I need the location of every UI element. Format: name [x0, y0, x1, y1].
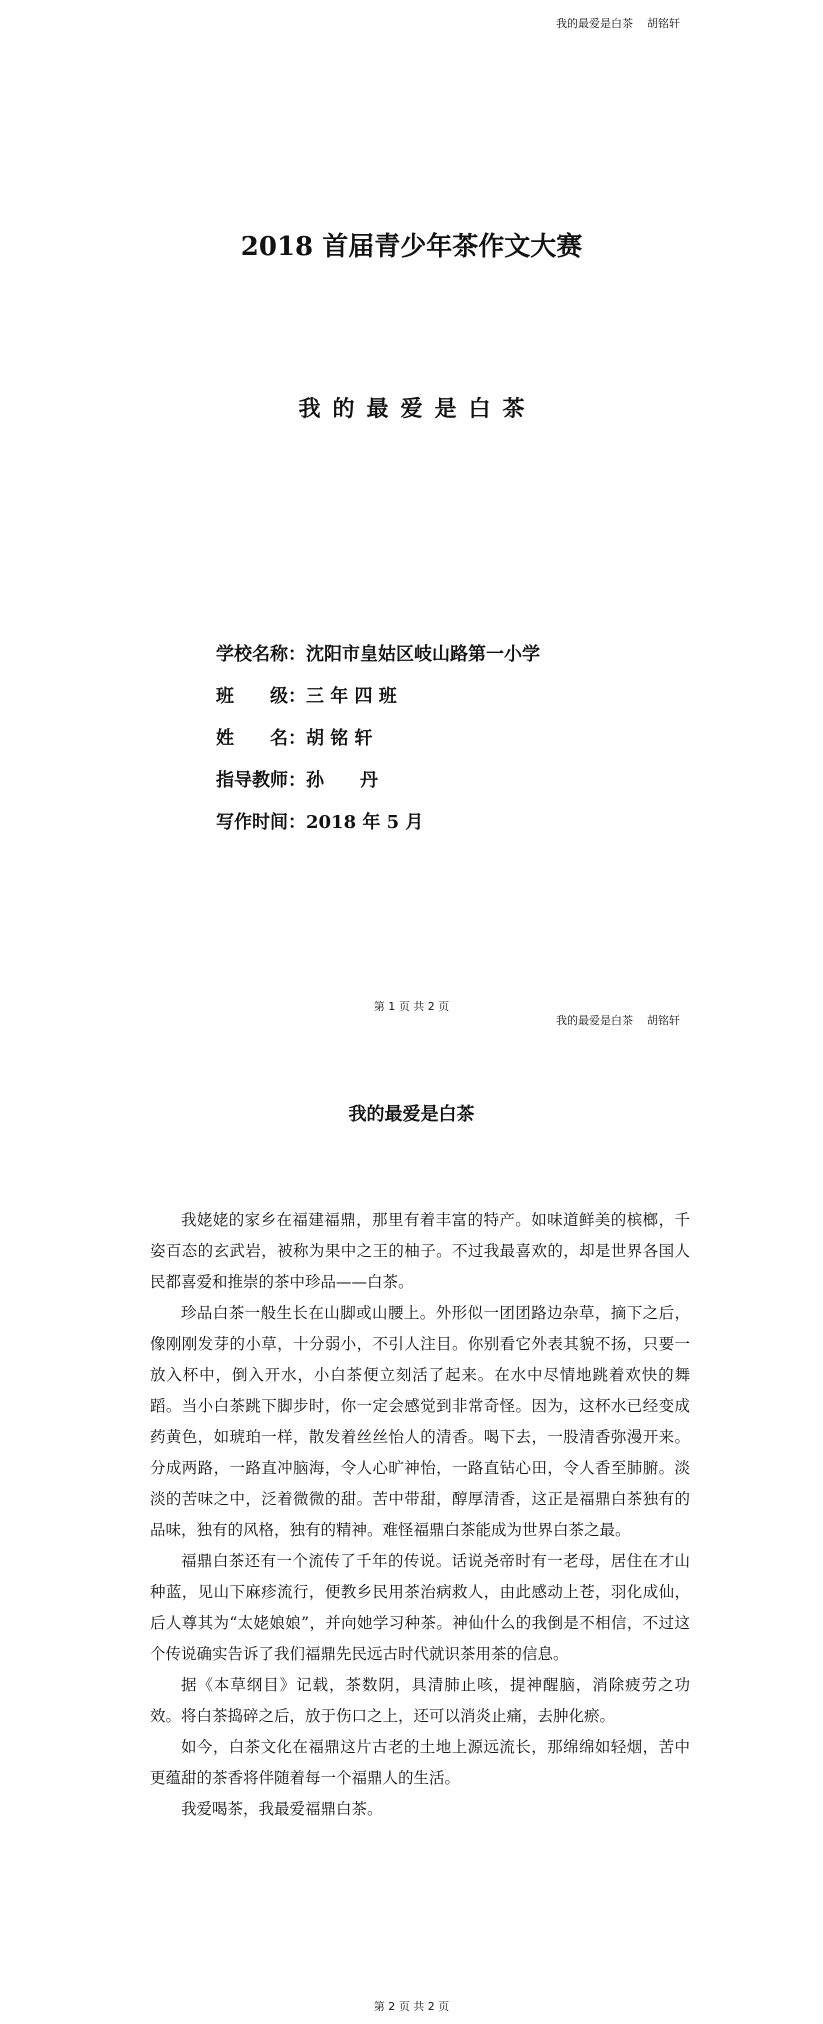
essay-body: [150, 1205, 690, 1825]
info-value: 沈阳市皇姑区岐山路第一小学: [306, 644, 540, 665]
info-value: 胡 铭 轩: [306, 728, 373, 749]
cover-essay-title: 我的最爱是白茶: [298, 396, 537, 422]
contest-title: 2018 首届青少年茶作文大赛: [240, 232, 583, 262]
info-label: 班 级：: [216, 686, 306, 707]
info-row-date: [216, 808, 540, 850]
essay-paragraph: 我爱喝茶，我最爱福鼎白茶。: [181, 1800, 383, 1818]
info-label: 指导教师：: [216, 770, 306, 791]
page1-footer: 第 1 页 共 2 页: [373, 1000, 450, 1013]
header-author: 胡铭轩: [647, 17, 680, 30]
page2-header: [556, 1012, 680, 1028]
info-value: 2018 年 5 月: [306, 812, 424, 833]
page2-footer: 第 2 页 共 2 页: [373, 2000, 450, 2013]
info-value: 三 年 四 班: [306, 686, 397, 707]
info-block: [216, 640, 540, 850]
essay-title: 我的最爱是白茶: [348, 1104, 475, 1125]
header-author: 胡铭轩: [647, 1014, 680, 1027]
info-row-name: [216, 724, 540, 766]
info-label: 姓 名：: [216, 728, 306, 749]
info-label: 学校名称：: [216, 644, 306, 665]
info-value: 孙 丹: [306, 770, 378, 791]
header-title: 我的最爱是白茶: [556, 1014, 633, 1027]
essay-paragraph: 如今，白茶文化在福鼎这片古老的土地上源远流长，那绵绵如轻烟，苦中更蕴甜的茶香将伴随着每一个福鼎人的生活。: [150, 1738, 690, 1787]
essay-paragraph: 珍品白茶一般生长在山脚或山腰上。外形似一团团路边杂草，摘下之后，像刚刚发芽的小草，十分弱小，不引人注目。你别看它外表其貌不扬，只要一放入杯中，倒入开水，小白茶便立刻活了起来。在水中尽情地跳着欢快的舞蹈。当小白茶跳下脚步时，你一定会感觉到非常奇怪。因为，这杯水已经变成药黄色，如琥珀一样，散发着丝丝怡人的清香。喝下去，一股清香弥漫开来。分成两路，一路直冲脑海，令人心旷神怡，一路直钻心田，令人香至肺腑。淡淡的苦味之中，泛着微微的甜。苦中带甜，醇厚清香，这正是福鼎白茶独有的品味，独有的风格，独有的精神。难怪福鼎白茶能成为世界白茶之最。: [150, 1304, 690, 1539]
info-label: 写作时间：: [216, 812, 306, 833]
essay-paragraph: 我姥姥的家乡在福建福鼎，那里有着丰富的特产。如味道鲜美的槟榔，千姿百态的玄武岩，被称为果中之王的柚子。不过我最喜欢的，却是世界各国人民都喜爱和推崇的茶中珍品——白茶。: [150, 1211, 690, 1291]
header-title: 我的最爱是白茶: [556, 17, 633, 30]
page1-header: [556, 15, 680, 31]
essay-paragraph: 据《本草纲目》记载，茶数阴，具清肺止咳，提神醒脑，消除疲劳之功效。将白茶捣碎之后，放于伤口之上，还可以消炎止痛，去肿化瘀。: [150, 1676, 690, 1725]
info-row-class: [216, 682, 540, 724]
info-row-school: [216, 640, 540, 682]
essay-paragraph: 福鼎白茶还有一个流传了千年的传说。话说尧帝时有一老母，居住在才山种蓝，见山下麻疹流行，便教乡民用茶治病救人，由此感动上苍，羽化成仙，后人尊其为“太姥娘娘”，并向她学习种茶。神仙什么的我倒是不相信，不过这个传说确实告诉了我们福鼎先民远古时代就识茶用茶的信息。: [150, 1552, 690, 1663]
info-row-teacher: [216, 766, 540, 808]
